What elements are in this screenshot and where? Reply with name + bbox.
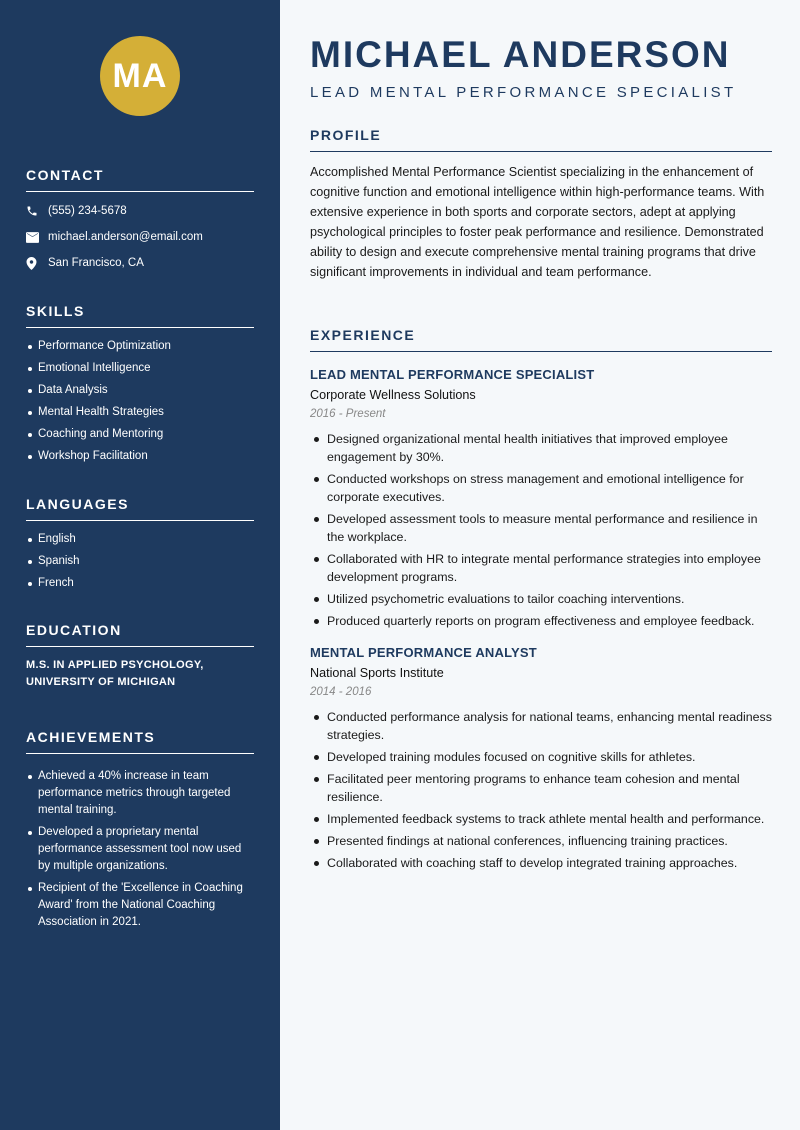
achievement-item: Developed a proprietary mental performance assessment tool now used by multiple organizations.: [26, 824, 254, 875]
achievements-list: [26, 768, 254, 931]
job-period: 2016 - Present: [310, 408, 386, 420]
location-pin-icon: [26, 257, 48, 270]
contact-email-row: [26, 230, 254, 244]
skills-title: SKILLS: [26, 303, 254, 328]
job-bullet: Collaborated with coaching staff to develop integrated training approaches.: [310, 854, 772, 872]
skill-item: Data Analysis: [26, 382, 254, 399]
achievement-item: Achieved a 40% increase in team performance metrics through targeted mental training.: [26, 768, 254, 819]
contact-phone-row: [26, 204, 254, 218]
education-title: EDUCATION: [26, 622, 254, 647]
job-bullet: Utilized psychometric evaluations to tailor coaching interventions.: [310, 590, 772, 608]
job-bullet: Developed training modules focused on cognitive skills for athletes.: [310, 748, 772, 766]
job-bullet: Presented findings at national conferences, influencing training practices.: [310, 832, 772, 850]
job-company: Corporate Wellness Solutions: [310, 388, 476, 402]
email-icon: [26, 232, 48, 243]
skill-item: Performance Optimization: [26, 338, 254, 355]
job-entry: [310, 645, 772, 872]
education-section: [26, 622, 254, 691]
skill-item: Coaching and Mentoring: [26, 426, 254, 443]
education-degree: [26, 657, 254, 691]
languages-title: LANGUAGES: [26, 496, 254, 521]
skill-item: Mental Health Strategies: [26, 404, 254, 421]
contact-section: [26, 167, 254, 270]
job-bullets: [310, 430, 772, 630]
candidate-name: MICHAEL ANDERSON: [310, 34, 731, 75]
achievements-title: ACHIEVEMENTS: [26, 729, 254, 754]
language-item: English: [26, 531, 254, 548]
job-bullet: Facilitated peer mentoring programs to enhance team cohesion and mental resilience.: [310, 770, 772, 806]
job-bullet: Collaborated with HR to integrate mental performance strategies into employee development programs.: [310, 550, 772, 586]
sidebar: [0, 0, 280, 1130]
job-company: National Sports Institute: [310, 666, 444, 680]
profile-section: [310, 127, 772, 282]
job-bullet: Conducted performance analysis for national teams, enhancing mental readiness strategies.: [310, 708, 772, 744]
profile-title: PROFILE: [310, 127, 772, 152]
languages-section: [26, 496, 254, 597]
language-item: Spanish: [26, 553, 254, 570]
profile-text: Accomplished Mental Performance Scientist specializing in the enhancement of cognitive function and emotional intelligence within high-performance teams. With extensive experience in both sports and corporate sectors, adept at applying psychological principles to foster peak performance and resilience. Demonstrated ability to design and execute comprehensive mental training programs that drive significant improvements in individual and team performance.: [310, 165, 765, 279]
job-title: LEAD MENTAL PERFORMANCE SPECIALIST: [310, 367, 595, 382]
job-bullet: Produced quarterly reports on program effectiveness and employee feedback.: [310, 612, 772, 630]
experience-section: [310, 327, 772, 876]
education-degree-line2: UNIVERSITY OF MICHIGAN: [26, 676, 176, 688]
experience-title: EXPERIENCE: [310, 327, 772, 352]
job-bullet: Implemented feedback systems to track athlete mental health and performance.: [310, 810, 772, 828]
job-bullets: [310, 708, 772, 872]
skill-item: Workshop Facilitation: [26, 448, 254, 465]
achievements-section: [26, 729, 254, 936]
skills-list: [26, 338, 254, 465]
job-period: 2014 - 2016: [310, 686, 372, 698]
job-title: MENTAL PERFORMANCE ANALYST: [310, 645, 537, 660]
skills-section: [26, 303, 254, 470]
job-bullet: Conducted workshops on stress management and emotional intelligence for corporate executives.: [310, 470, 772, 506]
contact-title: CONTACT: [26, 167, 254, 192]
phone-icon: [26, 205, 48, 217]
contact-email[interactable]: michael.anderson@email.com: [48, 231, 203, 243]
contact-location-row: [26, 256, 254, 270]
job-bullet: Designed organizational mental health initiatives that improved employee engagement by 30%.: [310, 430, 772, 466]
avatar: [100, 36, 180, 116]
contact-phone[interactable]: (555) 234-5678: [48, 205, 127, 217]
languages-list: [26, 531, 254, 592]
skill-item: Emotional Intelligence: [26, 360, 254, 377]
education-degree-line1: M.S. IN APPLIED PSYCHOLOGY,: [26, 659, 204, 671]
language-item: French: [26, 575, 254, 592]
job-bullet: Developed assessment tools to measure mental performance and resilience in the workplace.: [310, 510, 772, 546]
job-entry: [310, 367, 772, 630]
candidate-headline: LEAD MENTAL PERFORMANCE SPECIALIST: [310, 84, 737, 101]
contact-location: San Francisco, CA: [48, 257, 144, 269]
achievement-item: Recipient of the 'Excellence in Coaching Award' from the National Coaching Association in 2021.: [26, 880, 254, 931]
avatar-initials: MA: [112, 56, 168, 95]
